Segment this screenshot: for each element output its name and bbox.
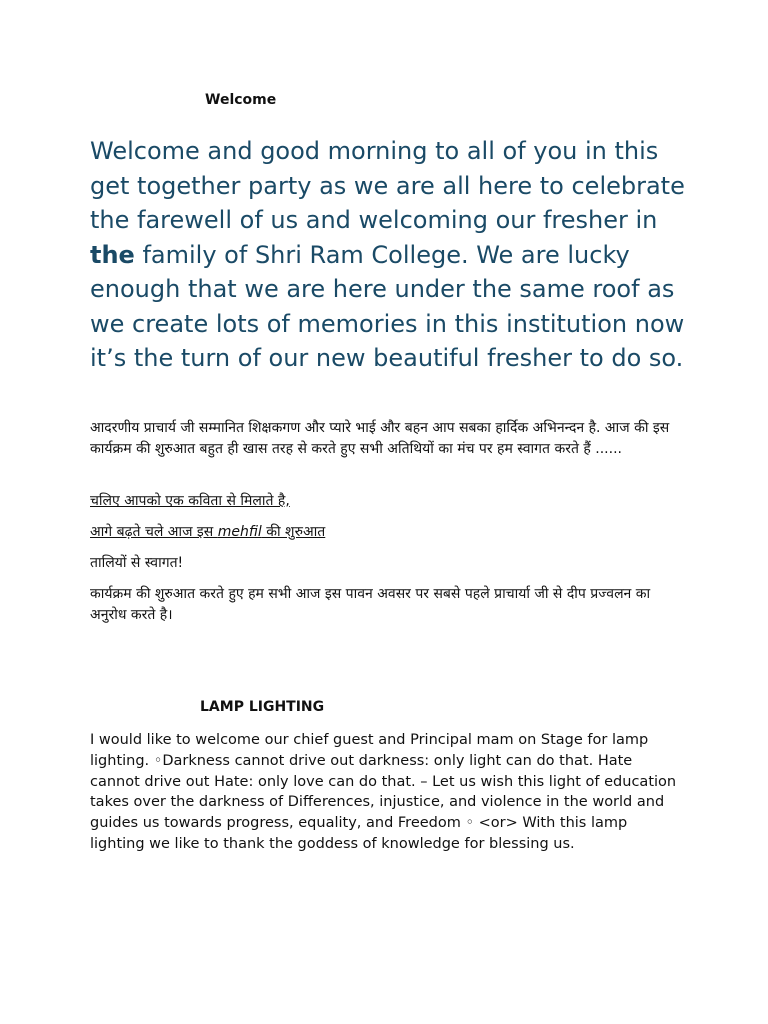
intro-bold-word: the [90,240,135,269]
hindi-poem-intro-line: चलिए आपको एक कविता से मिलाते है, [90,493,290,509]
hindi-mehfil-line [90,522,690,543]
lamp-lighting-heading: LAMP LIGHTING [200,699,325,715]
welcome-heading: Welcome [205,92,277,108]
hindi-applause-line: तालियों से स्वागत! [90,555,184,571]
intro-text-end: family of Shri Ram College. We are lucky enough that we are here under the same roof as we create lots of memories in this institution now it’s the turn of our new beautiful fresher to do so. [90,240,685,372]
intro-text-start: Welcome and good morning to all of you in this get together party as we are all here to celebrate the farewell of us and welcoming our fresher in [90,137,685,234]
hindi-greeting-paragraph: आदरणीय प्राचार्य जी सम्मानित शिक्षकगण और प्यारे भाई और बहन आप सबका हार्दिक अभिनन्दन है. आज की इस कार्यक्रम की शुरुआत बहुत ही खास तरह से करते हुए सभी अतिथियों का मंच पर हम स्वागत करते हैं ...... [90,420,670,457]
hindi-lamp-request-paragraph: कार्यक्रम की शुरुआत करते हुए हम सभी आज इस पावन अवसर पर सबसे पहले प्राचार्या जी से दीप प्रज्वलन का अनुरोध करते है। [90,586,651,623]
intro-paragraph [90,134,690,376]
hindi-mehfil-line-start: आगे बढ़ते चले आज इस [90,524,218,540]
lamp-lighting-paragraph: I would like to welcome our chief guest and Principal mam on Stage for lamp lighting. ◦Darkness cannot drive out darkness: only light can do that. Hate cannot drive out Hate: only love can do that. – Let us wish this light of education takes over the darkness of Differences, injustice, and violence in the world and guides us towards progress, equality, and Freedom ◦ <or> With this lamp lighting we like to thank the goddess of knowledge for blessing us. [90,732,677,852]
hindi-mehfil-word: mehfil [217,524,262,540]
hindi-mehfil-line-end: की शुरुआत [261,524,326,540]
